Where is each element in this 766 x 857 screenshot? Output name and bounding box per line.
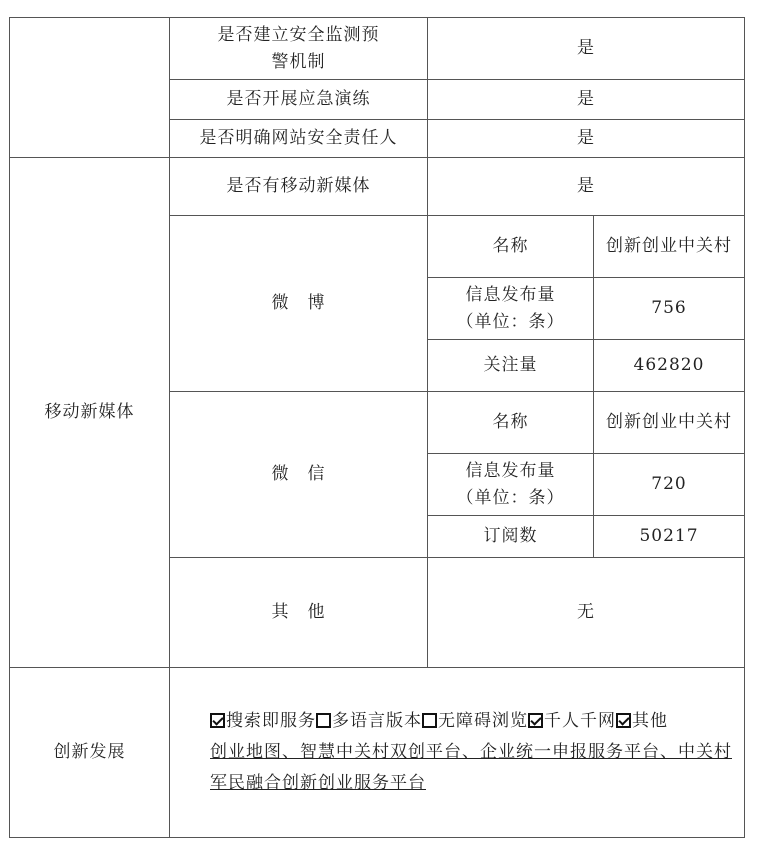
- wechat-name-label: 名称: [427, 391, 594, 454]
- security-value: 是: [427, 79, 745, 120]
- security-label: 是否明确网站安全责任人: [169, 119, 428, 158]
- checkbox-checked-icon[interactable]: [616, 713, 631, 728]
- has-media-label: 是否有移动新媒体: [169, 157, 428, 216]
- wechat-name: 创新创业中关村: [593, 391, 745, 454]
- option-multilanguage[interactable]: 多语言版本: [316, 711, 422, 731]
- security-label: 是否开展应急演练: [169, 79, 428, 120]
- wechat-posts: 720: [593, 453, 745, 516]
- other-innovation-text: 创业地图、智慧中关村双创平台、企业统一申报服务平台、中关村军民融合创新创业服务平台: [210, 742, 732, 793]
- weibo-posts: 756: [593, 277, 745, 340]
- checkbox-checked-icon[interactable]: [210, 713, 225, 728]
- weibo-follow-label: 关注量: [427, 339, 594, 392]
- weibo-name-label: 名称: [427, 215, 594, 278]
- security-value: 是: [427, 119, 745, 158]
- innovation-content: [169, 667, 745, 838]
- option-accessibility[interactable]: 无障碍浏览: [422, 711, 528, 731]
- wechat-sub-label: 订阅数: [427, 515, 594, 558]
- media-section-label: 移动新媒体: [9, 157, 170, 668]
- weibo-posts-label: 信息发布量（单位：条）: [427, 277, 594, 340]
- other-media-value: 无: [427, 557, 745, 668]
- wechat-sub: 50217: [593, 515, 745, 558]
- option-other[interactable]: 其他: [616, 711, 668, 731]
- security-label: 是否建立安全监测预警机制: [169, 17, 428, 80]
- innovation-section-label: 创新发展: [9, 667, 170, 838]
- wechat-label: 微 信: [169, 391, 428, 558]
- option-personalized[interactable]: 千人千网: [528, 711, 616, 731]
- checkbox-unchecked-icon[interactable]: [316, 713, 331, 728]
- weibo-name: 创新创业中关村: [593, 215, 745, 278]
- blank-section-cell: [9, 17, 170, 158]
- weibo-follow: 462820: [593, 339, 745, 392]
- security-value: 是: [427, 17, 745, 80]
- other-media-label: 其 他: [169, 557, 428, 668]
- checkbox-checked-icon[interactable]: [528, 713, 543, 728]
- has-media-value: 是: [427, 157, 745, 216]
- weibo-label: 微 博: [169, 215, 428, 392]
- checkbox-unchecked-icon[interactable]: [422, 713, 437, 728]
- wechat-posts-label: 信息发布量（单位：条）: [427, 453, 594, 516]
- option-search-service[interactable]: 搜索即服务: [210, 711, 316, 731]
